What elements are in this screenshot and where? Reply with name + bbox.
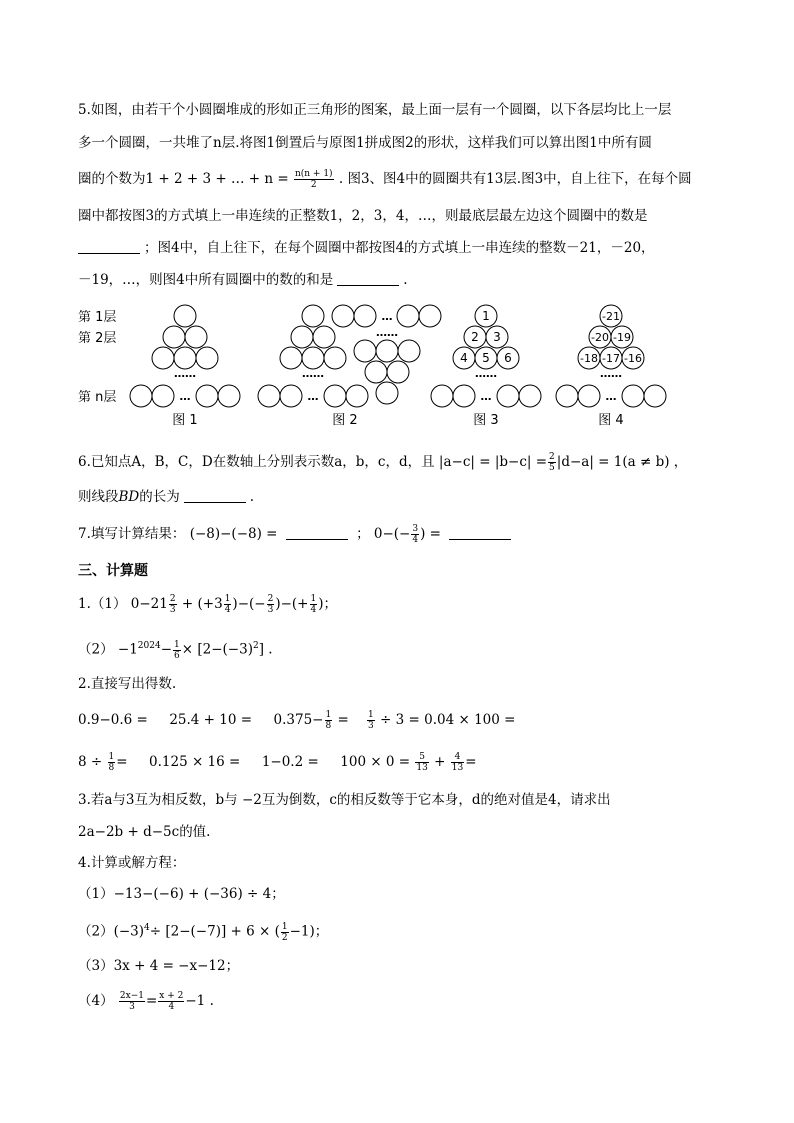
p6-text: 6.已知点A，B，C，D在数轴上分别表示数a，b，c，d，且 [78,454,435,470]
q4-label: （3） [78,958,114,974]
layern-label: 第 n层 [78,390,117,405]
q4-title: 4.计算或解方程： [78,855,186,871]
fig4-num: -16 [624,352,642,365]
q1-end: . [268,641,273,658]
p6-text3: 的长为 [139,489,180,505]
q2-item: 0.125 × 16 = [149,754,241,770]
p5-line1: 5.如图，由若干个小圆圈堆成的形如正三角形的图案，最上面一层有一个圆圈，以下各层均比上一层 [78,102,672,118]
fig3-num: 6 [504,351,512,365]
sum-fraction [294,169,334,190]
answer-blank[interactable] [449,525,511,540]
q1-part2 [78,636,273,661]
frac-den: 3 [129,1002,135,1012]
q4-expr: (−3) [113,923,145,940]
q1-frac [310,594,318,615]
frac-num: 1 [174,639,180,650]
frac-num: 1 [224,594,231,604]
q1-expr: )−(+ [275,596,309,612]
q2-eq: = [116,754,128,770]
q4-expr: −1)； [289,923,329,940]
ellipsis: … [381,310,393,323]
answer-blank[interactable] [184,488,246,503]
q2-title: 2.直接写出得数. [78,676,177,692]
frac-den: 4 [310,605,317,615]
p7-text: 7.填写计算结果： [78,526,186,542]
q4-label: （1） [78,886,114,902]
frac-num: 3 [412,524,419,534]
fig3-num: 2 [471,330,479,344]
frac-num: 1 [108,752,115,762]
frac-den: 13 [416,763,428,773]
p6-comma: ， [673,454,688,470]
q4-eq: = [145,993,158,1009]
q1-expr: + (+3 [181,596,223,612]
fig3-num: 3 [493,330,501,344]
p5-line3-text: 圈的个数为 [78,171,146,187]
q2-item: 100 × 0 = [340,754,411,770]
q1-expr: )−(− [232,596,266,612]
ellipsis: … [605,390,617,403]
fig3-num: 5 [482,351,490,365]
frac-den: 3 [169,605,176,615]
q2-item: 0.375− [273,712,324,728]
ellipsis: … [179,390,191,403]
frac-num: 1 [325,710,332,720]
q2-row2 [78,752,477,773]
dots: …… [302,367,324,380]
fig4-num: -17 [602,352,620,365]
layer1-label: 第 1层 [78,310,117,325]
q4-expr: −13−(−6) + (−36) ÷ 4； [113,886,285,902]
frac-den: 5 [549,463,555,473]
q1-frac [169,594,177,615]
frac-num: 4 [451,752,464,763]
p5-line3-end: . 图3、图4中的圆圈共有13层.图3中，自上往下，在每个圆 [338,171,692,187]
p7-fraction [411,524,419,545]
q1-expr: − [160,641,173,658]
q2-frac [367,710,375,731]
q2-item: 25.4 + 10 = [169,712,253,728]
fig3-num: 1 [482,309,490,323]
p6-line1 [78,452,687,473]
q1-expr: )； [318,596,338,612]
p5-line6-end: . [403,272,408,288]
frac-den: 8 [108,763,115,773]
q4-label: （2） [78,923,114,940]
q1-expr: 0−21 [130,596,168,612]
frac-num: 2x−1 [119,991,144,1001]
q4-expr: 3x + 4 = −x−12； [113,958,240,974]
p7-sep: ； [356,526,370,542]
frac-den: 3 [368,721,374,731]
p6-line2 [78,487,254,507]
q3-expr: 2a−2b + d−5c [78,824,180,840]
fig1-caption: 图 1 [172,413,198,428]
q1-frac [224,594,232,615]
p5-line3 [78,169,692,190]
p6-text2: 则线段 [78,489,119,505]
q2-frac [451,752,464,773]
q4-label: （4） [78,993,114,1009]
p5-line2: 多一个圆圈，一共堆了n层.将图1倒置后与原图1拼成图2的形状，这样我们可以算出图1中所有圆 [78,135,652,151]
frac-num: x + 2 [159,991,184,1001]
q1-expr: −1 [117,641,138,658]
q2-item: 8 ÷ [78,754,103,770]
frac-num: 1 [310,594,317,604]
exponent: 4 [144,923,150,933]
fig4-caption: 图 4 [598,413,624,428]
frac-den: 3 [267,605,274,615]
fig4-num: -18 [580,352,598,365]
dots: …… [600,367,622,380]
frac-num: 5 [415,752,428,763]
q2-frac [415,752,428,773]
frac-num: 2 [267,594,274,604]
p7-expr2: 0−(− [373,526,411,542]
q2-item: 0.9−0.6 = [78,712,148,728]
p5-line6-text: －19，…，则图4中所有圆圈中的数的和是 [78,272,334,288]
frac-num: n(n + 1) [294,169,333,179]
frac-den: 2 [281,932,288,943]
q4-item1 [78,884,285,904]
q2-item: ÷ 3 = 0.04 × 100 = [380,712,516,728]
answer-blank[interactable] [337,271,399,286]
p5-line4: 圈中都按图3的方式填上一串连续的正整数1，2，3，4，…，则最底层最左边这个圆圈中的数是 [78,208,648,224]
p7-expr1: (−8)−(−8) = [189,526,278,542]
fig4-num: -20 [591,331,609,344]
exponent: 2024 [137,641,161,651]
q4-item3 [78,956,239,976]
circle-figures [0,298,794,438]
q2-eq: = [337,712,349,728]
q1-label2: （2） [78,641,114,658]
section-title: 三、计算题 [78,563,148,579]
dots: …… [174,367,196,380]
fig2-caption: 图 2 [332,413,358,428]
q1-expr: ] [258,641,264,658]
layer2-label: 第 2层 [78,331,117,346]
dots: …… [376,326,398,339]
p5-line5 [78,238,655,258]
frac-num: 2 [169,594,176,604]
q2-row1 [78,710,515,731]
q4-expr: −1 [185,993,206,1009]
q4-end: . [209,993,214,1009]
q4-frac [119,991,145,1012]
frac-den: 6 [174,650,180,661]
q1-expr: × [2−(−3) [181,641,253,658]
dots: …… [475,367,497,380]
q2-item: 1−0.2 = [261,754,319,770]
ellipsis: … [307,390,319,403]
frac-den: 2 [310,180,317,190]
q2-eq: = [465,754,477,770]
q2-frac [325,710,333,731]
frac-num: 2 [549,452,555,462]
p6-end: . [249,489,255,505]
exponent: 2 [252,641,259,651]
sum-formula: 1 + 2 + 3 + … + n = [145,171,289,187]
q1-frac [267,594,275,615]
q2-frac [108,752,116,773]
p5-line5-text: ；图4中，自上往下，在每个圆圈中都按图4的方式填上一串连续的整数－21，－20， [144,240,655,256]
q1-frac [173,640,181,661]
answer-blank[interactable] [286,525,348,540]
q3-text: 的值. [179,824,211,840]
p6-formula: |a−c| = |b−c| = [438,454,548,470]
frac-den: 8 [325,721,332,731]
q3-line1: 3.若a与3互为相反数，b与 −2互为倒数，c的相反数等于它本身，d的绝对值是4，请求出 [78,792,611,808]
fig3-caption: 图 3 [473,413,499,428]
q4-frac [158,991,184,1012]
q4-expr: ÷ [2−(−7)] + 6 × ( [149,923,280,940]
q4-item2 [78,918,328,943]
frac-num: 1 [368,710,374,720]
p7-line [78,524,515,545]
ellipsis: … [480,390,492,403]
frac-den: 13 [451,763,464,773]
p6-fraction [548,452,556,473]
q4-frac [281,922,289,943]
segment-bd: BD [118,489,140,505]
q4-item4 [78,991,214,1012]
q1-label: 1.（1） [78,596,127,612]
fig4-num: -21 [602,310,620,323]
p7-expr2-end: ) = [420,526,441,542]
q1-part1 [78,594,337,615]
fig4-num: -19 [613,331,631,344]
p6-formula2: |d−a| = 1(a ≠ b) [556,454,670,470]
frac-den: 4 [412,535,419,545]
p5-line6 [78,270,408,290]
frac-den: 4 [168,1002,175,1012]
frac-den: 4 [224,605,231,615]
q2-plus: + [434,754,446,770]
frac-num: 1 [281,921,288,932]
q3-line2 [78,822,210,842]
fig3-num: 4 [460,351,468,365]
answer-blank[interactable] [78,239,140,254]
